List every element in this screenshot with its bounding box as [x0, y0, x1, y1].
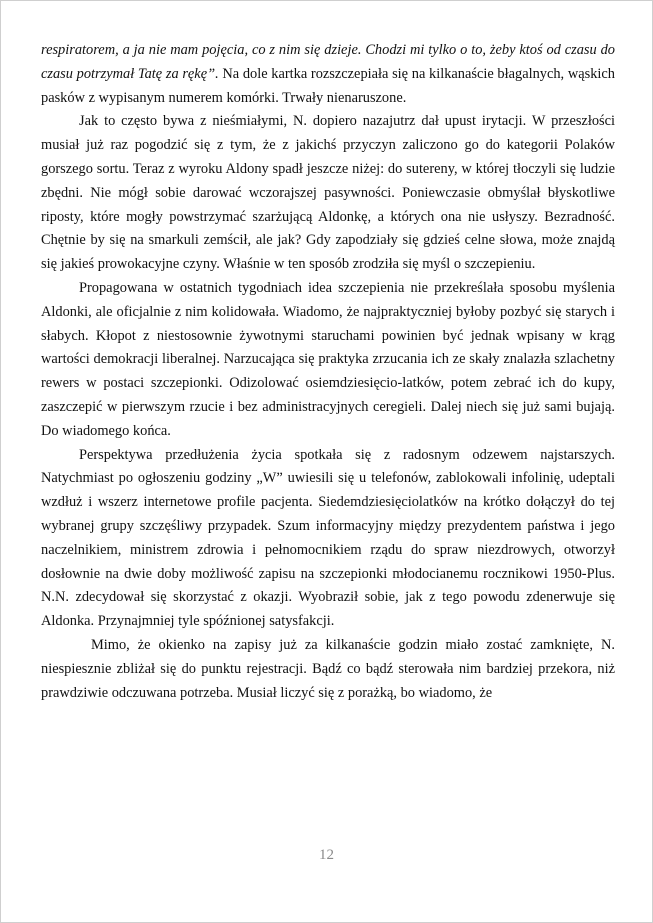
paragraph-3: Propagowana w ostatnich tygodniach idea szczepienia nie przekreślała sposobu myślenia Aldonki, ale oficjalnie z nim kolidowała. Wiadomo, że najpraktyczniej byłoby pozbyć się starych i słabych. Kłopot z niestosownie żywotnymi staruchami powinien być jednak wpisany w krąg wartości demokracji liberalnej. Narzucająca się praktyka zrzucania ich ze skały znalazła szlachetny rewers w postaci szczepionki. Odizolować osiemdziesięcio-latków, potem zebrać ich do kupy, zaszczepić w pierwszym rzucie i bez administracyjnych ceregieli. Dalej niech się już sami bujają. Do wiadomego końca. — [41, 279, 615, 439]
paragraph-5: Mimo, że okienko na zapisy już za kilkanaście godzin miało zostać zamknięte, N. niespiesznie zbliżał się do punktu rejestracji. Bądź co bądź sterowała nim bardziej przekora, niż prawdziwie odczuwana potrzeba. Musiał liczyć się z porażką, bo wiadomo, że — [41, 636, 615, 701]
paragraph-1 — [41, 39, 615, 110]
paragraph-4: Perspektywa przedłużenia życia spotkała się z radosnym odzewem najstarszych. Natychmiast po ogłoszeniu godziny „W” uwiesili się u telefonów, zablokowali infolinię, udeptali wzdłuż i wszerz internetowe profile pacjenta. Siedemdziesięciolatków na krótko dołączył do tej wybranej grupy szczęśliwy przypadek. Szum informacyjny między prezydentem państwa i jego naczelnikiem, ministrem zdrowia i pełnomocnikiem rządu do spraw niezdrowych, otworzył dosłownie na dwie doby możliwość zapisu na szczepionki młodocianemu rocznikowi 1950-Plus. N.N. zdecydował się skorzystać z okazji. Wyobraził sobie, jak z tego powodu zdenerwuje się Aldonka. Przynajmniej tyle spóźnionej satysfakcji. — [41, 446, 615, 630]
page-body — [41, 39, 615, 705]
paragraph-2: Jak to często bywa z nieśmiałymi, N. dopiero nazajutrz dał upust irytacji. W przeszłości musiał już raz pogodzić się z tym, że z jakichś przyczyn zaliczono go do kategorii Polaków gorszego sortu. Teraz z wyroku Aldony spadł jeszcze niżej: do sutereny, w której tłoczyli się ludzie zbędni. Nie mógł sobie darować wczorajszej pasywności. Poniewczasie obmyślał błyskotliwe riposty, które mogły powstrzymać szarżującą Aldonkę, a których ona nie usłyszy. Bezradność. Chętnie by się na smarkuli zemścił, ale jak? Gdy zapodziały się gdzieś celne słowa, może znajdą się jakieś prowokacyjne czyny. Właśnie w ten sposób zrodziła się myśl o szczepieniu. — [41, 113, 615, 273]
quoted-note-text: respiratorem, a ja nie mam pojęcia, co z nim się dzieje. Chodzi mi tylko o to, żeby ktoś od czasu do czasu potrzymał Tatę za rękę”. — [41, 42, 615, 82]
paragraph-text: Na dole kartka rozszczepiała się na kilkanaście błagalnych, wąskich pasków z wypisanym numerem komórki. Trwały nienaruszone. — [41, 65, 615, 106]
page-number: 12 — [319, 847, 334, 863]
